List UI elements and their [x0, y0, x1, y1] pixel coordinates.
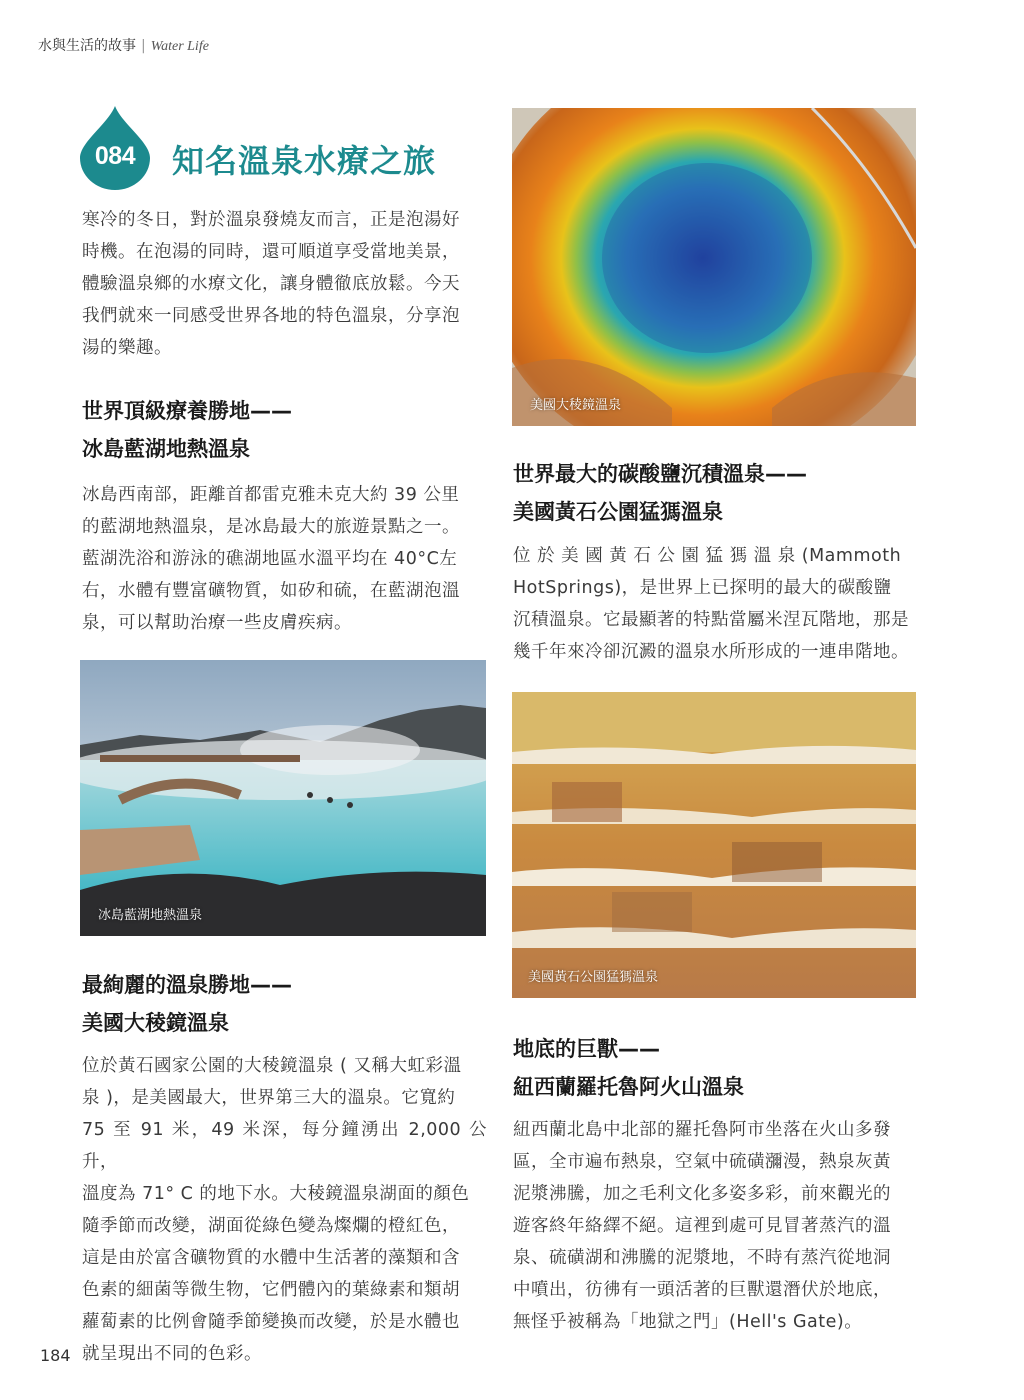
heading-line: 紐西蘭羅托魯阿火山溫泉 [513, 1075, 744, 1099]
body-line: 位 於 美 國 黃 石 公 園 猛 獁 溫 泉 (Mammoth [513, 546, 902, 566]
body-line: 位於黃石國家公園的大稜鏡溫泉 ( 又稱大虹彩溫 [82, 1056, 462, 1076]
heading-line: 美國黃石公園猛獁溫泉 [513, 500, 723, 524]
heading-line: 最絢麗的溫泉勝地—— [82, 973, 292, 997]
header-en: Water Life [150, 39, 209, 54]
body-line: 遊客終年絡繹不絕。這裡到處可見冒著蒸汽的溫 [513, 1216, 891, 1236]
body-line: 溫度為 71° C 的地下水。大稜鏡溫泉湖面的顏色 [82, 1184, 470, 1204]
page-number: 184 [40, 1346, 71, 1365]
section-heading-rotorua [513, 1030, 744, 1106]
prismatic-caption: 美國大稜鏡溫泉 [530, 398, 622, 413]
header-separator: | [141, 38, 146, 54]
prismatic-paragraph [82, 1050, 487, 1370]
body-line: 的藍湖地熱溫泉，是冰島最大的旅遊景點之一。 [82, 517, 460, 537]
intro-line: 體驗溫泉鄉的水療文化，讓身體徹底放鬆。今天 [82, 274, 460, 294]
body-line: 區，全市遍布熱泉，空氣中硫磺瀰漫，熱泉灰黃 [513, 1152, 891, 1172]
body-line: 隨季節而改變，湖面從綠色變為燦爛的橙紅色， [82, 1216, 460, 1236]
body-line: 幾千年來冷卻沉澱的溫泉水所形成的一連串階地。 [513, 642, 909, 662]
rotorua-paragraph [513, 1114, 916, 1338]
body-line: 紐西蘭北島中北部的羅托魯阿市坐落在火山多發 [513, 1120, 891, 1140]
body-line: 無怪乎被稱為「地獄之門」(Hell's Gate)。 [513, 1312, 863, 1332]
body-line: 泉，可以幫助治療一些皮膚疾病。 [82, 613, 352, 633]
running-header [38, 35, 209, 55]
page-title: 知名溫泉水療之旅 [172, 142, 437, 180]
mammoth-photo [512, 692, 916, 998]
body-line: 右，水體有豐富礦物質，如矽和硫，在藍湖泡溫 [82, 581, 460, 601]
mammoth-caption: 美國黃石公園猛獁溫泉 [528, 970, 659, 985]
body-line: 泉、硫磺湖和沸騰的泥漿地，不時有蒸汽從地洞 [513, 1248, 891, 1268]
body-line: 泥漿沸騰，加之毛利文化多姿多彩，前來觀光的 [513, 1184, 891, 1204]
heading-line: 地底的巨獸—— [513, 1037, 660, 1061]
intro-line: 時機。在泡湯的同時，還可順道享受當地美景， [82, 242, 460, 262]
blue-lagoon-paragraph [82, 479, 487, 639]
heading-line: 世界最大的碳酸鹽沉積溫泉—— [513, 462, 807, 486]
intro-line: 湯的樂趣。 [82, 338, 172, 358]
blue-lagoon-photo [80, 660, 486, 936]
body-line: HotSprings)，是世界上已探明的最大的碳酸鹽 [513, 578, 892, 598]
body-line: 泉 )，是美國最大，世界第三大的溫泉。它寬約 [82, 1088, 456, 1108]
body-line: 沉積溫泉。它最顯著的特點當屬米涅瓦階地，那是 [513, 610, 909, 630]
body-line: 75 至 91 米，49 米深，每分鐘湧出 2,000 公升， [82, 1120, 487, 1172]
heading-line: 世界頂級療養勝地—— [82, 399, 292, 423]
body-line: 中噴出，彷彿有一頭活著的巨獸還潛伏於地底， [513, 1280, 891, 1300]
heading-line: 冰島藍湖地熱溫泉 [82, 437, 250, 461]
body-line: 藍湖洗浴和游泳的礁湖地區水溫平均在 40°C左 [82, 549, 458, 569]
section-heading-mammoth [513, 455, 807, 531]
body-line: 冰島西南部，距離首都雷克雅未克大約 39 公里 [82, 485, 460, 505]
section-heading-prismatic [82, 966, 292, 1042]
intro-paragraph [82, 204, 487, 364]
mammoth-paragraph [513, 540, 916, 668]
prismatic-photo [512, 108, 916, 426]
body-line: 這是由於富含礦物質的水體中生活著的藻類和含 [82, 1248, 460, 1268]
body-line: 色素的細菌等微生物，它們體內的葉綠素和類胡 [82, 1280, 460, 1300]
blue-lagoon-caption: 冰島藍湖地熱溫泉 [98, 908, 203, 923]
heading-line: 美國大稜鏡溫泉 [82, 1011, 229, 1035]
body-line: 就呈現出不同的色彩。 [82, 1344, 262, 1364]
header-zh: 水與生活的故事 [38, 38, 136, 54]
intro-line: 寒冷的冬日，對於溫泉發燒友而言，正是泡湯好 [82, 210, 460, 230]
number-badge [80, 106, 150, 190]
badge-number: 084 [94, 142, 136, 170]
section-heading-blue-lagoon [82, 392, 292, 468]
intro-line: 我們就來一同感受世界各地的特色溫泉，分享泡 [82, 306, 460, 326]
body-line: 蘿蔔素的比例會隨季節變換而改變，於是水體也 [82, 1312, 460, 1332]
